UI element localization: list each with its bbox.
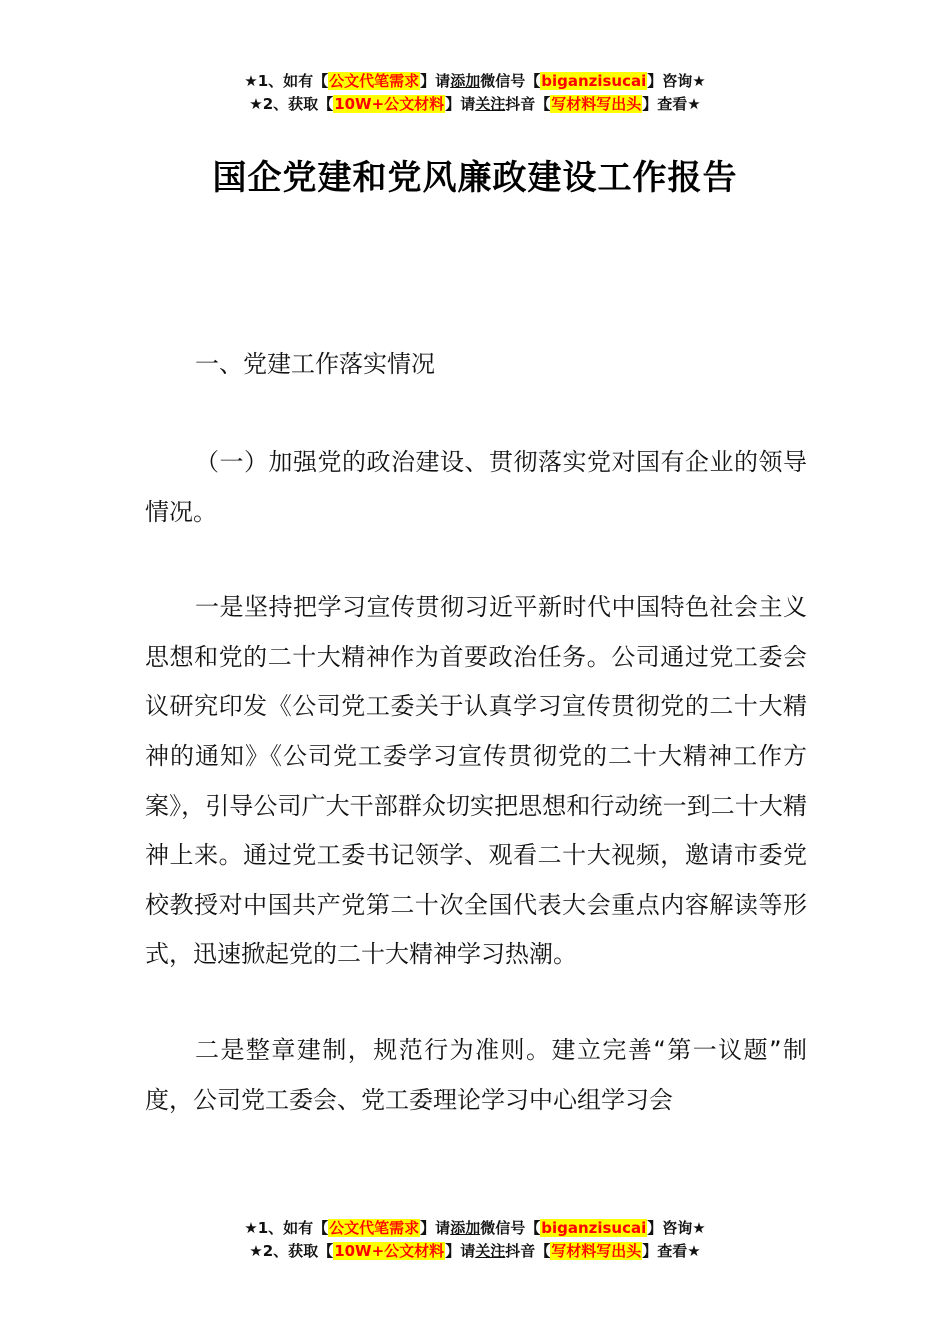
banner-text: 】请 xyxy=(420,1219,451,1237)
banner-highlight: 10W+公文材料 xyxy=(334,95,445,113)
banner-line-1 xyxy=(0,70,950,93)
subsection-heading: （一）加强党的政治建设、贯彻落实党对国有企业的领导情况。 xyxy=(145,448,807,526)
paragraph-2: 二是整章建制，规范行为准则。建立完善“第一议题”制度，公司党工委会、党工委理论学习中心组学习会 xyxy=(145,1035,807,1114)
banner-underline: 关注 xyxy=(475,1242,506,1260)
banner-text: 】咨询★ xyxy=(647,1219,706,1237)
banner-highlight: 公文代笔需求 xyxy=(329,1219,420,1237)
banner-text: ★2、获取【 xyxy=(249,95,334,113)
banner-text: 】请 xyxy=(445,95,476,113)
banner-highlight: 写材料写出头 xyxy=(551,1242,642,1260)
document-body xyxy=(145,438,807,1125)
banner-line-2 xyxy=(0,93,950,116)
banner-text: ★1、如有【 xyxy=(244,72,329,90)
banner-highlight: biganzisucai xyxy=(541,72,647,90)
banner-text: 】请 xyxy=(445,1242,476,1260)
banner-text: 】请 xyxy=(420,72,451,90)
paragraph-1: 一是坚持把学习宣传贯彻习近平新时代中国特色社会主义思想和党的二十大精神作为首要政治任务。公司通过党工委会议研究印发《公司党工委关于认真学习宣传贯彻党的二十大精神的通知》《公司党工委学习宣传贯彻党的二十大精神工作方案》，引导公司广大干部群众切实把思想和行动统一到二十大精神上来。通过党工委书记领学、观看二十大视频，邀请市委党校教授对中国共产党第二十次全国代表大会重点内容解读等形式，迅速掀起党的二十大精神学习热潮。 xyxy=(145,593,807,969)
section-heading: 一、党建工作落实情况 xyxy=(195,350,435,378)
banner-underline: 关注 xyxy=(475,95,506,113)
banner-text: ★2、获取【 xyxy=(249,1242,334,1260)
banner-highlight: 公文代笔需求 xyxy=(329,72,420,90)
document-title: 国企党建和党风廉政建设工作报告 xyxy=(212,158,738,198)
banner-text: 】咨询★ xyxy=(647,72,706,90)
banner-text: 】查看★ xyxy=(642,1242,701,1260)
banner-text: 微信号【 xyxy=(480,72,541,90)
banner-text: 抖音【 xyxy=(505,1242,551,1260)
banner-line-1 xyxy=(0,1217,950,1240)
banner-underline: 添加 xyxy=(450,72,481,90)
banner-highlight: biganzisucai xyxy=(541,1219,647,1237)
banner-highlight: 10W+公文材料 xyxy=(334,1242,445,1260)
bottom-banner xyxy=(0,1217,950,1263)
banner-line-2 xyxy=(0,1240,950,1263)
banner-underline: 添加 xyxy=(450,1219,481,1237)
banner-text: 】查看★ xyxy=(642,95,701,113)
banner-text: 微信号【 xyxy=(480,1219,541,1237)
top-banner xyxy=(0,70,950,116)
banner-text: 抖音【 xyxy=(505,95,551,113)
banner-highlight: 写材料写出头 xyxy=(551,95,642,113)
banner-text: ★1、如有【 xyxy=(244,1219,329,1237)
